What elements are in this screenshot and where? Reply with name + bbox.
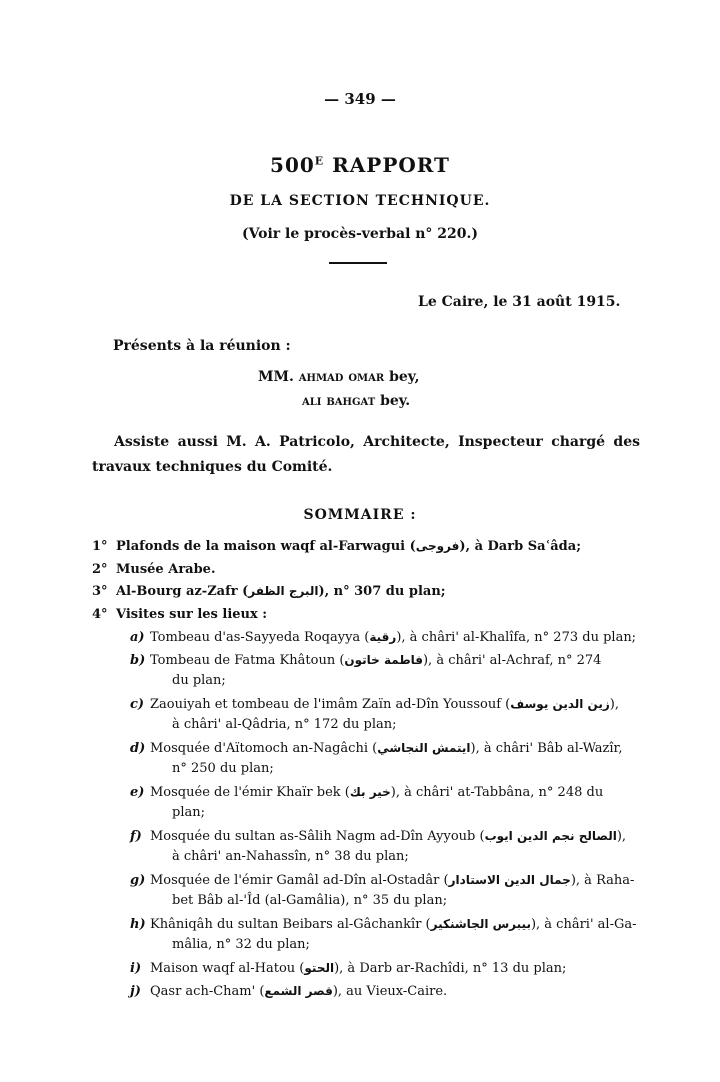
sommaire-item-1 [92,535,581,558]
item-text: Al-Bourg az-Zafr ( [116,584,249,599]
visit-d-continued: n° 250 du plan; [172,761,274,776]
item-text-after: ), à Darb Saʿâda; [459,539,581,554]
visit-h-continued: mâlia, n° 32 du plan; [172,937,310,952]
arabic-name: فاطمة خاتون [344,653,423,667]
page-number: — 349 — [324,90,396,108]
arabic-name: بيبرس الجاشنكير [430,917,531,931]
separator-rule [329,262,387,264]
visit-text: Maison waqf al-Hatou ( [150,961,305,976]
item-number: 3° [92,584,108,599]
title-rest: RAPPORT [324,153,450,177]
report-title [0,153,720,177]
sommaire-item-4 [92,603,267,626]
visit-text-after: ), [609,697,619,712]
visit-text: Zaouiyah et tombeau de l'imâm Zaïn ad-Dîn Youssouf ( [150,697,511,712]
item-number: 4° [92,607,108,622]
sommaire-heading: SOMMAIRE : [303,507,417,523]
visit-text-after: ), à châri' al-Khalîfa, n° 273 du plan; [396,630,637,645]
visit-text: Mosquée du sultan as-Sâlih Nagm ad-Dîn Ayyoub ( [150,829,485,844]
visit-b [130,649,601,672]
visit-text-after: ), [616,829,627,844]
arabic-name: زين الدين يوسف [510,697,610,711]
arabic-name: جمال الدين الاستادار [448,873,571,887]
proces-verbal-reference: (Voir le procès-verbal n° 220.) [241,226,479,242]
member-suffix: bey. [375,393,411,409]
visit-c [130,693,619,716]
visit-text: Qasr ach-Cham' ( [150,984,265,999]
visit-b-continued: du plan; [172,673,226,688]
item-text: Visites sur les lieux : [116,607,268,622]
member-last: OMAR [348,373,385,384]
arabic-name: الصالح نجم الدين ايوب [484,829,617,843]
arabic-name: فروجى [415,539,460,553]
visit-text: Mosquée d'Aïtomoch an-Nagâchi ( [150,741,378,756]
member-line-2 [302,393,410,409]
member-first: AHMAD [298,373,344,384]
visit-text-after: ), à châri' Bâb al-Wazîr, [470,741,623,756]
arabic-name: الحتو [304,961,335,975]
visit-letter: d) [130,741,146,756]
visit-letter: c) [130,697,145,712]
item-text-after: ), n° 307 du plan; [318,584,446,599]
visit-f-continued: à châri' an-Nahassîn, n° 38 du plan; [172,849,409,864]
visit-text-after: ), à châri' al-Achraf, n° 274 [422,653,602,668]
arabic-name: البرج الظفر [248,584,319,598]
item-number: 1° [92,539,108,554]
arabic-name: خير بك [349,785,391,799]
sommaire-item-2 [92,558,215,581]
visit-letter: f) [130,829,142,844]
visit-c-continued: à châri' al-Qâdria, n° 172 du plan; [172,717,397,732]
dateline: Le Caire, le 31 août 1915. [418,294,621,310]
visit-f [130,825,626,848]
visit-text: Tombeau d'as-Sayyeda Roqayya ( [150,630,370,645]
item-number: 2° [92,562,108,577]
visit-e [130,781,603,804]
report-subtitle: DE LA SECTION TECHNIQUE. [229,193,491,209]
visit-text-after: ), à châri' at-Tabbâna, n° 248 du [390,785,604,800]
member-line-1 [258,369,419,385]
visit-h [130,913,636,936]
item-text: Plafonds de la maison waqf al-Farwagui ( [116,539,416,554]
visit-letter: e) [130,785,145,800]
visit-text: Mosquée de l'émir Khaïr bek ( [150,785,350,800]
member-suffix: bey, [384,369,420,385]
assist-paragraph: Assiste aussi M. A. Patricolo, Architecte, Inspecteur chargé des travaux techniques du Comité. [92,434,640,475]
visit-g-continued: bet Bâb al-'Îd (al-Gamâlia), n° 35 du plan; [172,893,448,908]
arabic-name: ايتمش النجاشي [377,741,471,755]
visit-letter: a) [130,630,145,645]
visit-text-after: ), à Raha- [570,873,635,888]
present-label: Présents à la réunion : [113,338,291,354]
member-first: ALI [302,397,322,408]
member-last: BAHGAT [326,397,376,408]
visit-j [130,980,447,1003]
visit-text: Mosquée de l'émir Gamâl ad-Dîn al-Ostadâr ( [150,873,449,888]
visit-letter: i) [130,961,142,976]
arabic-name: رقية [369,630,397,644]
visit-text: Khâniqâh du sultan Beibars al-Gâchankîr ( [150,917,431,932]
visit-letter: h) [130,917,146,932]
visit-text-after: ), au Vieux-Caire. [332,984,448,999]
visit-letter: b) [130,653,146,668]
visit-a [130,626,636,649]
title-number: 500 [270,153,315,177]
title-superscript: E [314,154,325,168]
visit-text: Tombeau de Fatma Khâtoun ( [150,653,345,668]
arabic-name: قصر الشمع [264,984,333,998]
item-text: Musée Arabe. [116,562,216,577]
visit-d [130,737,622,760]
visit-letter: g) [130,873,146,888]
visit-e-continued: plan; [172,805,205,820]
visit-letter: j) [130,984,141,999]
visit-text-after: ), à Darb ar-Rachîdi, n° 13 du plan; [334,961,567,976]
visit-g [130,869,634,892]
visit-i [130,957,566,980]
sommaire-item-3 [92,580,446,603]
member-prefix: MM. [258,369,294,385]
visit-text-after: ), à châri' al-Ga- [530,917,637,932]
